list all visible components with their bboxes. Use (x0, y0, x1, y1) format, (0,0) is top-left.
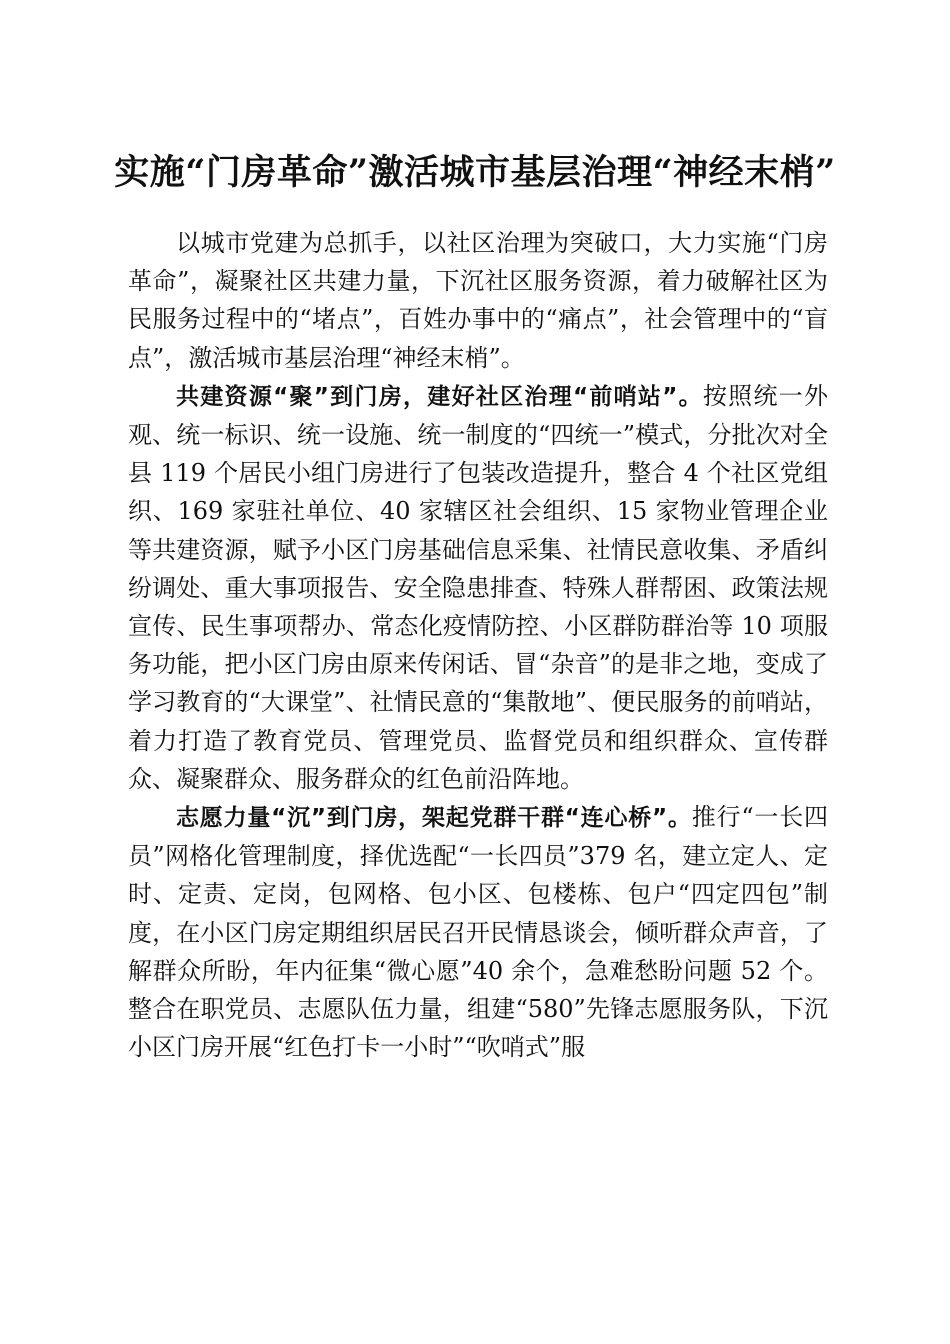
section-paragraph-resources (128, 377, 828, 798)
section-text-volunteers: 推行“一长四员”网格化管理制度，择优选配“一长四员”379 名，建立定人、定时、定责、定岗，包网格、包小区、包楼栋、包户“四定四包”制度，在小区门房定期组织居民召开民情恳谈会，倾听群众声音，了解群众所盼，年内征集“微心愿”40 余个，急难愁盼问题 52 个。整合在职党员、志愿队伍力量，组建“580”先锋志愿服务队，下沉小区门房开展“红色打卡一小时”“吹哨式”服 (128, 803, 828, 1062)
section-paragraph-volunteers (128, 798, 828, 1066)
section-text-resources: 按照统一外观、统一标识、统一设施、统一制度的“四统一”模式，分批次对全县 119 个居民小组门房进行了包装改造提升，整合 4 个社区党组织、169 家驻社单位、40 家辖区社会组织、15 家物业管理企业等共建资源，赋予小区门房基础信息采集、社情民意收集、矛盾纠纷调处、重大事项报告、安全隐患排查、特殊人群帮困、政策法规宣传、民生事项帮办、常态化疫情防控、小区群防群治等 10 项服务功能，把小区门房由原来传闲话、冒“杂音”的是非之地，变成了学习教育的“大课堂”、社情民意的“集散地”、便民服务的前哨站，着力打造了教育党员、管理党员、监督党员和组织群众、宣传群众、凝聚群众、服务群众的红色前沿阵地。 (128, 381, 829, 793)
section-heading-volunteers: 志愿力量“沉”到门房，架起党群干群“连心桥”。 (176, 805, 692, 832)
intro-paragraph: 以城市党建为总抓手，以社区治理为突破口，大力实施“门房革命”，凝聚社区共建力量，下沉社区服务资源，着力破解社区为民服务过程中的“堵点”，百姓办事中的“痛点”，社会管理中的“盲点”，激活城市基层治理“神经末梢”。 (128, 229, 828, 372)
section-heading-resources: 共建资源“聚”到门房，建好社区治理“前哨站”。 (176, 383, 703, 410)
document-body (128, 224, 828, 1066)
document-title: 实施“门房革命”激活城市基层治理“神经末梢” (114, 152, 836, 193)
